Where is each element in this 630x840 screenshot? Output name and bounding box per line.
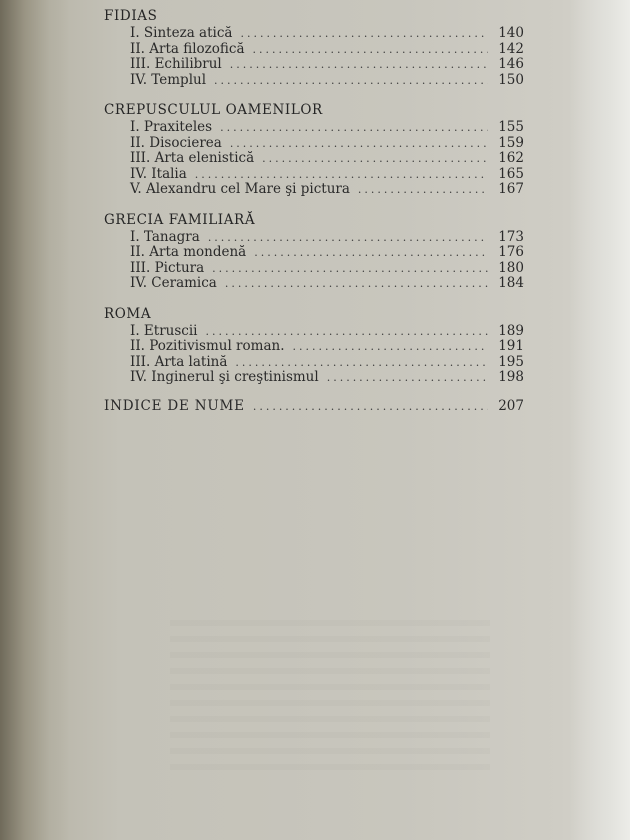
section-entries [104,26,524,88]
dot-leader [220,120,488,136]
dot-leader [230,57,488,73]
toc-entry [104,245,524,261]
dot-leader [208,230,488,246]
entry-page-number: 165 [498,165,524,182]
toc-entry [104,230,524,246]
entry-label: II. Arta filozofică [130,40,245,57]
toc-section-grecia-familiara [104,212,524,292]
entry-label: IV. Templul [130,71,207,88]
entry-label: I. Tanagra [130,228,200,245]
toc-section-roma [104,306,524,386]
toc-entry [104,73,524,89]
toc-entry [104,151,524,167]
entry-label: III. Arta latină [130,353,228,370]
dot-leader [235,355,488,371]
dot-leader [253,398,488,415]
toc-entry [104,42,524,58]
toc-entry [104,324,524,340]
entry-page-number: 146 [498,56,524,72]
section-title: FIDIAS [104,8,158,24]
entry-page-number: 180 [498,259,524,276]
section-title: ROMA [104,305,152,322]
entry-page-number: 173 [498,228,524,245]
entry-page-number: 167 [498,181,524,197]
toc-entry [104,120,524,136]
entry-label: II. Arta mondenă [130,244,247,260]
show-through-text [170,620,490,780]
entry-label: II. Disocierea [130,134,222,151]
toc-entry [104,355,524,371]
entry-label: III. Arta elenistică [130,150,255,166]
entry-label: I. Sinteza atică [130,25,233,41]
dot-leader [195,167,488,183]
entry-page-number: 159 [498,134,524,151]
entry-label: III. Echilibrul [130,56,222,72]
entry-page-number: 195 [498,353,524,370]
toc-section-fidias [104,8,524,88]
index-label: INDICE DE NUME [104,397,245,414]
entry-label: IV. Inginerul şi creştinismul [130,369,319,385]
dot-leader [240,26,488,42]
toc-entry [104,339,524,355]
entry-page-number: 162 [498,150,524,166]
toc-entry [104,57,524,73]
toc-section-crepusculul-oamenilor [104,102,524,198]
dot-leader [327,370,488,386]
entry-label: I. Etruscii [130,322,198,339]
entry-label: V. Alexandru cel Mare şi pictura [130,181,350,197]
entry-page-number: 150 [498,71,524,88]
dot-leader [358,182,488,198]
dot-leader [230,136,488,152]
entry-label: II. Pozitivismul roman. [130,338,285,354]
book-spine-shadow [0,0,70,840]
entry-page-number: 189 [498,322,524,339]
toc-entry [104,261,524,277]
page-right-edge [570,0,630,840]
section-title: GRECIA FAMILIARĂ [104,211,256,228]
toc-entry [104,167,524,183]
dot-leader [253,42,488,58]
entry-label: IV. Italia [130,165,187,182]
entry-label: III. Pictura [130,259,205,276]
toc-entry [104,182,524,198]
toc-entry [104,370,524,386]
dot-leader [214,73,488,89]
table-of-contents [104,8,524,415]
entry-page-number: 140 [498,25,524,41]
toc-index-entry [104,398,524,415]
section-title: CREPUSCULUL OAMENILOR [104,102,323,118]
entry-label: I. Praxiteles [130,119,213,135]
entry-label: IV. Ceramica [130,275,217,291]
dot-leader [262,151,488,167]
dot-leader [212,261,488,277]
index-page-number: 207 [498,397,524,414]
entry-page-number: 142 [498,40,524,57]
entry-page-number: 198 [498,369,524,385]
dot-leader [254,245,488,261]
entry-page-number: 184 [498,275,524,291]
section-entries [104,230,524,292]
dot-leader [292,339,488,355]
toc-entry [104,26,524,42]
entry-page-number: 155 [498,119,524,135]
entry-page-number: 176 [498,244,524,260]
section-entries [104,324,524,386]
entry-page-number: 191 [498,338,524,354]
dot-leader [205,324,488,340]
section-entries [104,120,524,198]
toc-entry [104,136,524,152]
toc-entry [104,276,524,292]
dot-leader [225,276,488,292]
